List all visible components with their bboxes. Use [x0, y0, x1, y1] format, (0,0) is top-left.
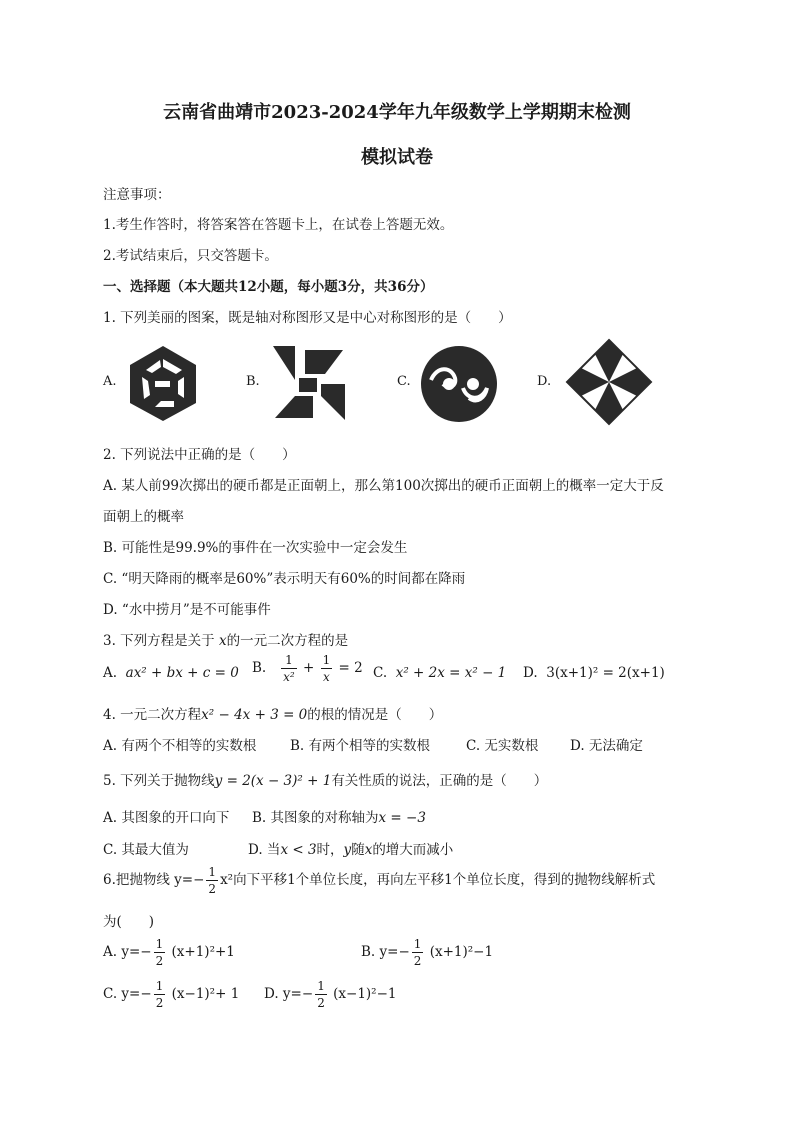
q2-option-c: C. “明天降雨的概率是60%”表示明天有60%的时间都在降雨 — [103, 571, 466, 587]
notice-item-2: 2.考试结束后，只交答题卡。 — [103, 248, 278, 264]
q3-option-a: A. ax² + bx + c = 0 — [103, 665, 239, 681]
q5-option-c: C. 其最大值为 — [103, 842, 189, 858]
q6-stem: 6.把抛物线 y=− $\frac{1}{2}$ x²向下平移1个单位长度，再向左平移1个单位长度，得到的抛物线解析式 — [103, 865, 656, 896]
q1-option-d-label: D. — [537, 374, 552, 389]
q2-option-d: D. “水中捞月”是不可能事件 — [103, 602, 271, 618]
q1-figure-b-pinwheel — [265, 340, 351, 426]
q6-option-b: B. y=− $\frac{1}{2}$ (x+1)²−1 — [361, 937, 494, 968]
q1-option-b-label: B. — [246, 374, 260, 389]
q1-option-a-label: A. — [103, 374, 117, 389]
q1-figure-c-double-comma — [419, 344, 499, 424]
notice-item-1: 1.考生作答时，将答案答在答题卡上，在试卷上答题无效。 — [103, 217, 454, 233]
q3-stem: 3. 下列方程是关于 x的一元二次方程的是 — [103, 633, 349, 649]
q5-stem: 5. 下列关于抛物线y = 2(x − 3)² + 1有关性质的说法，正确的是（ ） — [103, 773, 548, 789]
q6-option-a: A. y=− $\frac{1}{2}$ (x+1)²+1 — [103, 937, 235, 968]
exam-title: 云南省曲靖市2023-2024学年九年级数学上学期期末检测 — [163, 102, 631, 123]
notice-heading: 注意事项： — [103, 187, 171, 203]
q3-option-d: D. 3(x+1)² = 2(x+1) — [523, 665, 665, 681]
q1-stem: 1. 下列美丽的图案，既是轴对称图形又是中心对称图形的是（ ） — [103, 310, 512, 326]
q1-figure-a-hexagon-swirl — [124, 343, 202, 423]
q2-option-a-line1: A. 某人前99次掷出的硬币都是正面朝上，那么第100次掷出的硬币正面朝上的概率一定大于反 — [103, 478, 664, 494]
q6-option-d: D. y=− $\frac{1}{2}$ (x−1)²−1 — [264, 979, 397, 1010]
q6-option-c: C. y=− $\frac{1}{2}$ (x−1)²+ 1 — [103, 979, 240, 1010]
q3-option-c: C. x² + 2x = x² − 1 — [373, 665, 507, 681]
exam-subtitle: 模拟试卷 — [361, 147, 433, 168]
q4-option-a: A. 有两个不相等的实数根 — [103, 738, 257, 754]
section-heading: 一、选择题（本大题共12小题，每小题3分，共36分） — [103, 279, 434, 295]
q1-figure-d-diamond-pinwheel — [565, 338, 653, 426]
q4-stem: 4. 一元二次方程x² − 4x + 3 = 0的根的情况是（ ） — [103, 707, 443, 723]
q2-stem: 2. 下列说法中正确的是（ ） — [103, 447, 296, 463]
q6-stem-line2: 为( ) — [103, 914, 155, 930]
q4-option-d: D. 无法确定 — [570, 738, 643, 754]
q4-option-c: C. 无实数根 — [466, 738, 539, 754]
q2-option-a-line2: 面朝上的概率 — [103, 509, 184, 525]
q1-option-c-label: C. — [397, 374, 411, 389]
q5-option-b: B. 其图象的对称轴为x = −3 — [252, 810, 426, 826]
q5-option-d: D. 当x < 3时，y随x的增大而减小 — [248, 842, 454, 858]
q3-option-b: B. $\frac{1}{\text{x²}}$ + $\frac{1}{x}$ = 2 — [252, 653, 363, 684]
q4-option-b: B. 有两个相等的实数根 — [290, 738, 431, 754]
q5-option-a: A. 其图象的开口向下 — [103, 810, 230, 826]
q2-option-b: B. 可能性是99.9%的事件在一次实验中一定会发生 — [103, 540, 408, 556]
